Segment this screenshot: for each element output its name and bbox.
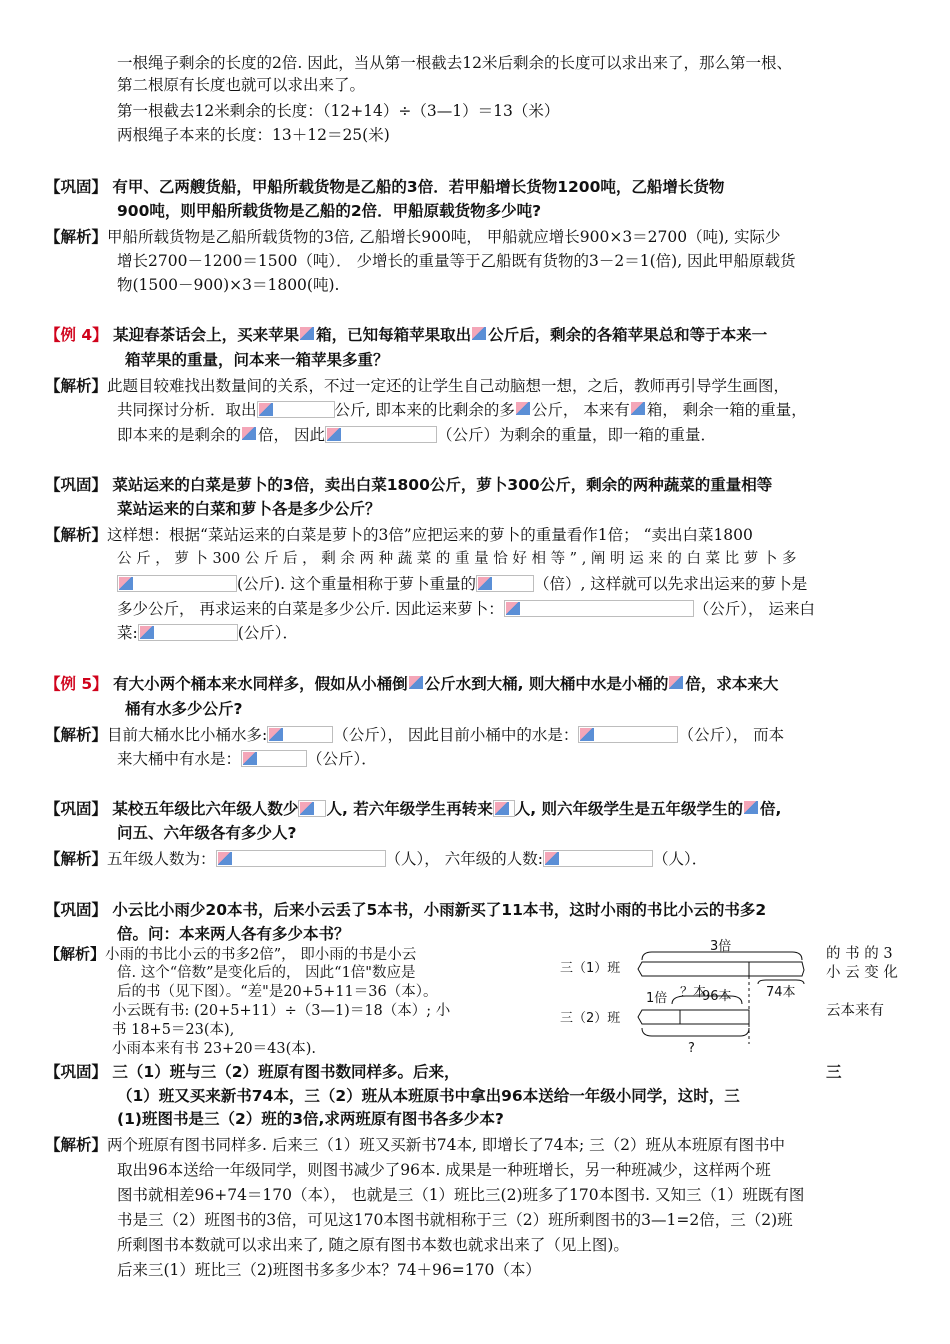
n74-brace	[758, 980, 804, 984]
solution-line	[45, 524, 753, 546]
broken-formula-image-icon	[299, 326, 316, 343]
solution-line: 图书就相差96+74＝170（本）， 也就是三（1）班比三(2)班多了170本图书. 又知三（1）班既有图	[117, 1186, 805, 1204]
broken-formula-image-icon	[543, 850, 653, 867]
solution-line: 公 斤 ， 萝 卜 300 公 斤 后 ， 剩 余 两 种 蔬 菜 的 重 量 恰 好 相 等 ” , 阐 明 运 来 的 白 菜 比 萝 卜 多	[117, 551, 797, 567]
solution-line: 的 书 的 3	[826, 946, 893, 962]
solution-text: 公斤， 本来有	[531, 401, 630, 419]
problem-text: 某校五年级比六年级人数少	[112, 800, 299, 818]
solution-text: 小雨的书比小云的书多2倍”， 即小雨的书是小云	[105, 947, 417, 963]
solution-text: 这样想：根据“菜站运来的白菜是萝卜的3倍”应把运来的萝卜的重量看作1倍； “卖出白菜1800	[107, 526, 753, 544]
solution-text: （公斤）， 因此目前小桶中的水是：	[333, 726, 579, 744]
problem-line: 倍。问：本来两人各有多少本书？	[117, 925, 350, 943]
solution-line	[117, 598, 815, 620]
solution-text: （倍）, 这样就可以先求出运来的萝卜是	[533, 575, 808, 593]
problem-text: 人, 若六年级学生再转来	[326, 800, 493, 818]
solution-text: (公斤). 这个重量相称于萝卜重量的	[237, 575, 476, 593]
solution-line	[117, 399, 807, 421]
solution-line	[45, 945, 416, 965]
solution-line	[45, 1134, 785, 1156]
tag-gonggu: 【巩固】	[45, 1063, 108, 1081]
example-text: 公斤水到大桶, 则大桶中水是小桶的	[424, 675, 669, 693]
solution-line	[45, 226, 781, 248]
tag-jiexi: 【解析】	[45, 377, 108, 395]
solution-line: 小雨本来有书 23+20＝43(本).	[112, 1041, 317, 1057]
diagram-class1-label: 三（1）班	[560, 961, 621, 976]
example-line: 桶有水多少公斤?	[125, 700, 243, 718]
tag-jiexi: 【解析】	[45, 945, 106, 963]
broken-formula-image-icon	[504, 600, 694, 617]
tag-jiexi: 【解析】	[45, 526, 108, 544]
diagram-74-label: 74本	[766, 985, 796, 1000]
solution-text: （人）， 六年级的人数:	[385, 850, 543, 868]
problem-text: 倍,	[760, 800, 782, 818]
diagram-class2-label: 三（2）班	[560, 1011, 621, 1026]
tag-jiexi: 【解析】	[45, 228, 108, 246]
tag-example-5: 【例 5】	[45, 675, 108, 693]
example-text: 有大小两个桶本来水同样多，假如从小桶倒	[113, 675, 408, 693]
solution-line	[45, 724, 784, 746]
solution-text: 两个班原有图书同样多. 后来三（1）班又买新书74本, 即增长了74本; 三（2）班从本班原有图书中	[107, 1136, 786, 1154]
solution-line: 后的书（见下图）。“差"是20+5+11＝36（本）。	[117, 984, 438, 1000]
tag-gonggu: 【巩固】	[45, 476, 108, 494]
broken-formula-image-icon	[493, 800, 515, 817]
tag-jiexi: 【解析】	[45, 850, 108, 868]
problem-line: 问五、六年级各有多少人?	[117, 824, 297, 842]
broken-formula-image-icon	[325, 426, 437, 443]
problem-line: （1）班又买来新书74本，三（2）班从本班原书中拿出96本送给一年级小同学，这时，三	[117, 1087, 740, 1105]
problem-text: 三（1）班与三（2）班原有图书数同样多。后来，	[112, 1063, 460, 1081]
solution-text: （公斤）， 运来白	[693, 600, 815, 618]
solution-text: 倍， 因此	[258, 426, 325, 444]
broken-formula-image-icon	[471, 326, 488, 343]
diagram-q-bottom-label: ?	[688, 1041, 695, 1056]
solution-line	[117, 622, 298, 644]
solution-text: 共同探讨分析．取出	[117, 401, 257, 419]
problem-line	[45, 1061, 460, 1083]
solution-text: 公斤, 即本来的比剩余的多	[334, 401, 515, 419]
text-line: 第一根截去12米剩余的长度：（12+14）÷（3—1）＝13（米）	[117, 102, 560, 120]
tag-jiexi: 【解析】	[45, 726, 108, 744]
solution-text: （人）．	[652, 850, 708, 868]
solution-text: 此题目较难找出数量间的关系，不过一定还的让学生自己动脑想一想，之后，教师再引导学生画图，	[107, 377, 790, 395]
text-line: 一根绳子剩余的长度的2倍. 因此，当从第一根截去12米后剩余的长度可以求出来了，那么第一根、	[117, 54, 792, 72]
problem-text: 有甲、乙两艘货船，甲船所载货物是乙船的3倍．若甲船增长货物1200吨，乙船增长货物	[112, 178, 725, 196]
problem-line: 菜站运来的白菜和萝卜各是多少公斤？	[117, 500, 381, 518]
tag-jiexi: 【解析】	[45, 1136, 108, 1154]
class2-bar	[638, 1010, 749, 1024]
example-text: 公斤后，剩余的各箱苹果总和等于本来一	[488, 326, 768, 344]
bottom-brace	[642, 1028, 749, 1036]
solution-line	[117, 573, 807, 595]
text-line: 第二根原有长度也就可以求出来了。	[117, 76, 366, 94]
solution-text: （公斤）为剩余的重量，即一箱的重量．	[436, 426, 716, 444]
solution-line: 物(1500－900)×3＝1800(吨).	[117, 276, 340, 294]
solution-line	[45, 375, 789, 397]
solution-line: 小 云 变 化	[826, 965, 898, 981]
solution-text: 多少公斤， 再求运来的白菜是多少公斤. 因此运来萝卜：	[117, 600, 504, 618]
solution-line: 书 18+5＝23(本),	[112, 1022, 235, 1038]
tag-gonggu: 【巩固】	[45, 800, 108, 818]
diagram-label-3x: 3倍	[710, 939, 732, 954]
solution-text: 五年级人数为：	[107, 850, 216, 868]
solution-text: （公斤）．	[307, 750, 377, 768]
solution-text: 菜:	[117, 624, 138, 642]
solution-line: 所剩图书本数就可以求出来了, 随之原有图书本数也就求出来了（见上图)。	[117, 1236, 629, 1254]
solution-line: 增长2700－1200＝1500（吨）． 少增长的重量等于乙船既有货物的3－2＝1(倍), 因此甲船原载货	[117, 252, 796, 270]
broken-formula-image-icon	[476, 575, 534, 592]
broken-formula-image-icon	[408, 675, 425, 692]
segment-diagram	[560, 936, 820, 1056]
solution-line: 书是三（2）班图书的3倍，可见这170本图书就相称于三（2）班所剩图书的3—1=2倍，三（2)班	[117, 1211, 793, 1229]
diagram-96-label: 96本	[702, 989, 732, 1004]
example-text: 箱，已知每箱苹果取出	[316, 326, 472, 344]
example-line	[45, 673, 778, 695]
solution-text: 即本来的是剩余的	[117, 426, 242, 444]
problem-line: 900吨，则甲船所载货物是乙船的2倍．甲船原载货物多少吨?	[117, 202, 542, 220]
solution-line	[117, 748, 377, 770]
broken-formula-image-icon	[257, 401, 335, 418]
solution-line: 云本来有	[826, 1003, 884, 1019]
broken-formula-image-icon	[138, 624, 238, 641]
tag-gonggu: 【巩固】	[45, 178, 108, 196]
solution-line	[45, 848, 707, 870]
tag-example-4: 【例 4】	[45, 326, 108, 344]
example-line	[45, 324, 767, 346]
problem-line	[45, 176, 724, 198]
text-line: 两根绳子本来的长度：13＋12＝25(米)	[117, 126, 390, 144]
problem-line	[45, 474, 772, 496]
broken-formula-image-icon	[743, 800, 760, 817]
solution-line	[117, 424, 716, 446]
broken-formula-image-icon	[216, 850, 386, 867]
problem-line	[45, 899, 766, 921]
broken-formula-image-icon	[241, 750, 307, 767]
tag-gonggu: 【巩固】	[45, 901, 108, 919]
problem-text: 小云比小雨少20本书，后来小云丢了5本书，小雨新买了11本书，这时小雨的书比小云的书多2	[112, 901, 767, 919]
broken-formula-image-icon	[668, 675, 685, 692]
broken-formula-image-icon	[117, 575, 237, 592]
problem-text: 菜站运来的白菜是萝卜的3倍，卖出白菜1800公斤，萝卜300公斤，剩余的两种蔬菜的重量相等	[112, 476, 773, 494]
broken-formula-image-icon	[630, 401, 647, 418]
solution-text: (公斤）．	[237, 624, 299, 642]
solution-text: （公斤）， 而本	[678, 726, 785, 744]
class1-bar	[638, 962, 804, 976]
broken-formula-image-icon	[241, 426, 258, 443]
broken-formula-image-icon	[578, 726, 678, 743]
solution-text: 甲船所载货物是乙船所载货物的3倍, 乙船增长900吨， 甲船就应增长900×3＝2700（吨), 实际少	[107, 228, 781, 246]
solution-line: 取出96本送给一年级同学，则图书减少了96本. 成果是一种班增长，另一种班减少，这样两个班	[117, 1161, 771, 1179]
example-line: 箱苹果的重量，问本来一箱苹果多重？	[125, 351, 389, 369]
diagram-q-plus-label: ？本	[680, 985, 707, 1000]
problem-line: 三	[826, 1063, 842, 1081]
problem-line: (1)班图书是三（2）班的3倍,求两班原有图书各多少本?	[117, 1110, 504, 1128]
solution-line: 小云既有书: (20+5+11）÷（3—1)＝18（本）; 小	[112, 1003, 451, 1019]
broken-formula-image-icon	[515, 401, 532, 418]
problem-text: 人, 则六年级学生是五年级学生的	[514, 800, 744, 818]
example-text: 倍，求本来大	[685, 675, 779, 693]
example-text: 某迎春茶话会上，买来苹果	[113, 326, 300, 344]
broken-formula-image-icon	[298, 800, 326, 817]
solution-text: 目前大桶水比小桶水多:	[107, 726, 268, 744]
solution-line: 倍. 这个“倍数”是变化后的， 因此“1倍"数应是	[117, 965, 416, 981]
broken-formula-image-icon	[267, 726, 333, 743]
problem-line	[45, 798, 781, 820]
solution-line: 后来三(1）班比三（2)班图书多多少本？74＋96=170（本）	[117, 1261, 541, 1279]
solution-text: 来大桶中有水是：	[117, 750, 242, 768]
solution-text: 箱， 剩余一箱的重量，	[646, 401, 807, 419]
diagram-one-times-label: 1倍	[646, 991, 668, 1006]
